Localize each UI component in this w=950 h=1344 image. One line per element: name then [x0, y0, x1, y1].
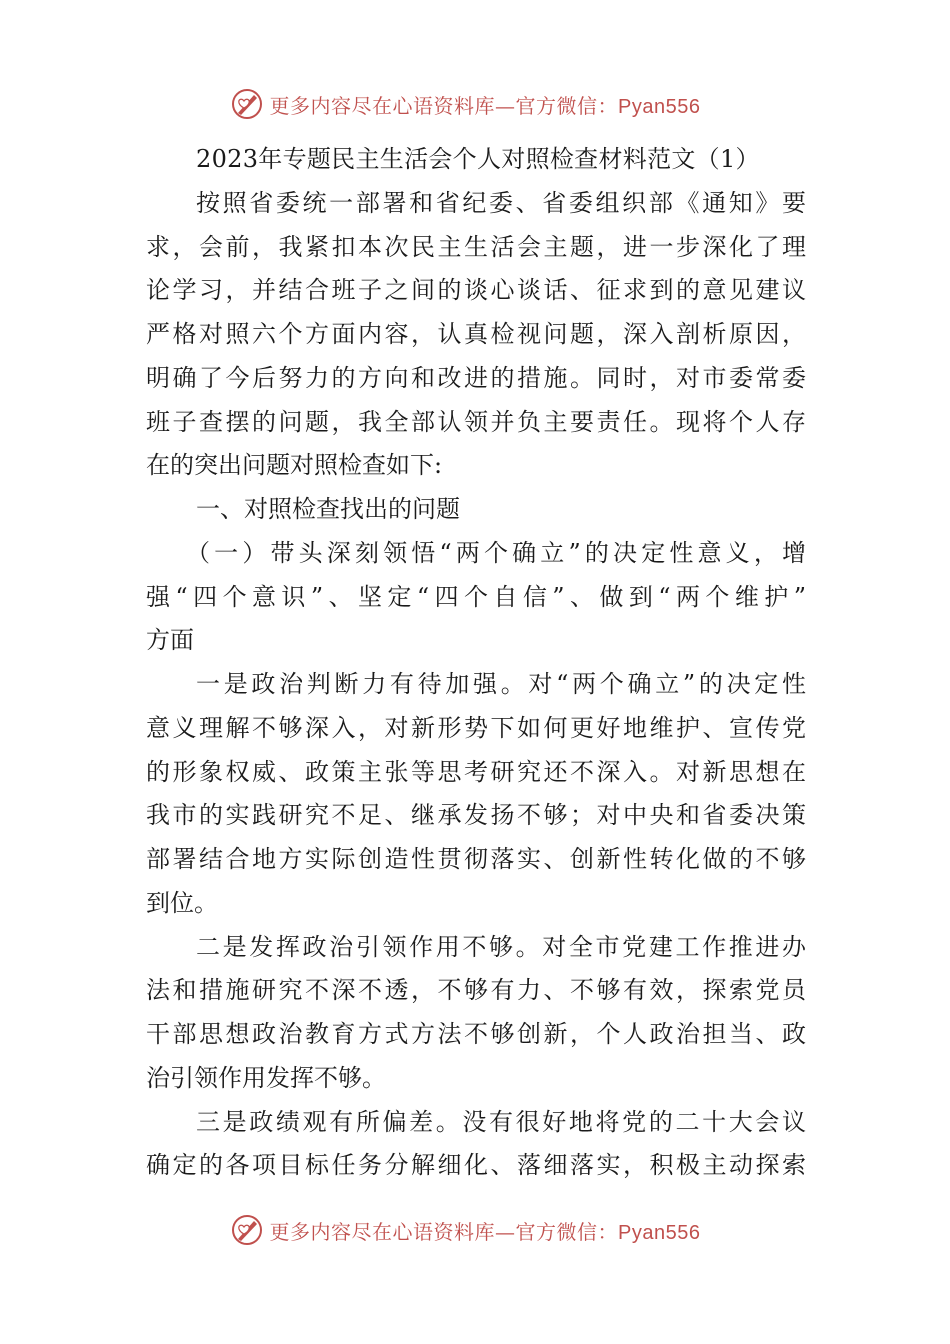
watermark-banner-top [0, 84, 950, 124]
document-body [146, 138, 806, 1188]
text-line: 一、对照检查找出的问题 [196, 495, 460, 523]
text-line: 方面 [146, 626, 194, 655]
text-line: 意义理解不够深入，对新形势下如何更好地维护、宣传党 [146, 713, 806, 742]
text-line: 按照省委统一部署和省纪委、省委组织部《通知》要 [196, 188, 806, 217]
text-line: 班子查摆的问题，我全部认领并负主要责任。现将个人存 [146, 407, 806, 436]
text-line: 求，会前，我紧扣本次民主生活会主题，进一步深化了理 [146, 232, 806, 261]
text-line: 论学习，并结合班子之间的谈心谈话、征求到的意见建议 [146, 276, 806, 305]
text-line: 的形象权威、政策主张等思考研究还不深入。对新思想在 [146, 757, 806, 786]
watermark-wechat-id: Pyan556 [618, 95, 701, 118]
text-line: 强“四个意识”、坚定“四个自信”、做到“两个维护” [146, 582, 806, 611]
text-line: 明确了今后努力的方向和改进的措施。同时，对市委常委 [146, 363, 806, 392]
text-line: 干部思想政治教育方式方法不够创新，个人政治担当、政 [146, 1020, 806, 1048]
text-line: 我市的实践研究不足、继承发扬不够；对中央和省委决策 [146, 801, 806, 830]
text-line: 二是发挥政治引领作用不够。对全市党建工作推进办 [196, 932, 806, 961]
watermark-text: 更多内容尽在心语资料库—官方微信： [269, 1219, 619, 1244]
text-line: 一是政治判断力有待加强。对“两个确立”的决定性 [196, 670, 806, 698]
text-line: 到位。 [146, 888, 218, 917]
text-line: 严格对照六个方面内容，认真检视问题，深入剖析原因， [146, 320, 806, 348]
text-line: （一）带头深刻领悟“两个确立”的决定性意义，增 [186, 538, 806, 567]
document-title: 2023年专题民主生活会个人对照检查材料范文（1） [196, 145, 760, 173]
text-line: 三是政绩观有所偏差。没有很好地将党的二十大会议 [196, 1107, 806, 1136]
watermark-wechat-id: Pyan556 [618, 1221, 701, 1244]
text-line: 部署结合地方实际创造性贯彻落实、创新性转化做的不够 [146, 845, 806, 873]
text-line: 法和措施研究不深不透，不够有力、不够有效，探索党员 [146, 976, 806, 1005]
watermark-text: 更多内容尽在心语资料库—官方微信： [269, 93, 619, 118]
text-line: 确定的各项目标任务分解细化、落细落实，积极主动探索 [146, 1151, 806, 1180]
pen-heart-icon [230, 87, 264, 121]
watermark-banner-bottom [0, 1210, 950, 1250]
pen-heart-icon [230, 1213, 264, 1247]
text-line: 治引领作用发挥不够。 [146, 1063, 386, 1092]
text-line: 在的突出问题对照检查如下: [146, 451, 443, 480]
